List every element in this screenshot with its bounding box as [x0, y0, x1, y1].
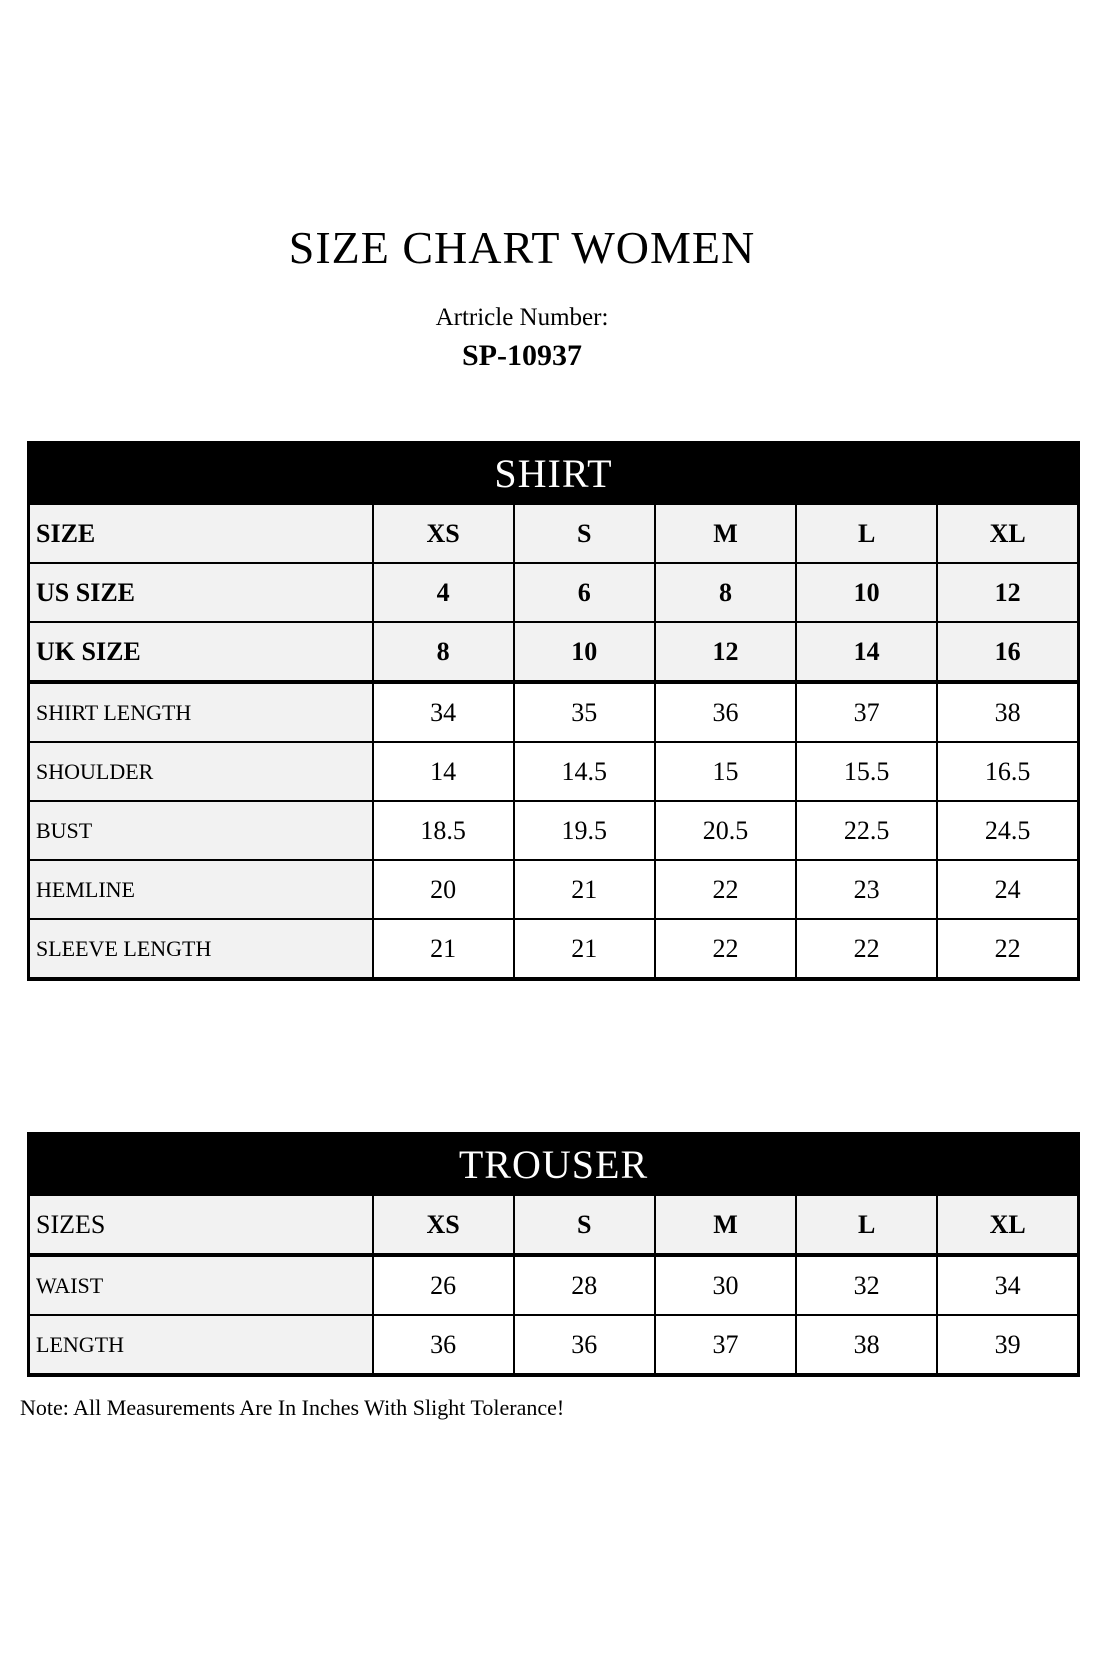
cell-value: 35	[514, 682, 655, 742]
cell-value: L	[796, 504, 937, 563]
cell-value: 21	[514, 860, 655, 919]
table-row	[29, 1255, 1079, 1315]
cell-value: 38	[796, 1315, 937, 1375]
row-label: SLEEVE LENGTH	[29, 919, 373, 979]
cell-value: 15	[655, 742, 796, 801]
cell-value: 4	[373, 563, 514, 622]
cell-value: M	[655, 1195, 796, 1255]
cell-value: 22.5	[796, 801, 937, 860]
document-header	[27, 224, 1017, 372]
article-number-value: SP-10937	[462, 339, 582, 372]
cell-value: L	[796, 1195, 937, 1255]
cell-value: 39	[937, 1315, 1078, 1375]
cell-value: 12	[937, 563, 1078, 622]
cell-value: 14.5	[514, 742, 655, 801]
cell-value: 28	[514, 1255, 655, 1315]
shirt-size-table	[27, 441, 1080, 981]
cell-value: 21	[373, 919, 514, 979]
cell-value: 8	[373, 622, 514, 682]
cell-value: 22	[655, 860, 796, 919]
cell-value: 21	[514, 919, 655, 979]
cell-value: 37	[655, 1315, 796, 1375]
cell-value: 14	[373, 742, 514, 801]
cell-value: 36	[373, 1315, 514, 1375]
article-number-label: Artricle Number:	[435, 304, 609, 331]
cell-value: 26	[373, 1255, 514, 1315]
cell-value: 24.5	[937, 801, 1078, 860]
cell-value: 36	[514, 1315, 655, 1375]
row-label: LENGTH	[29, 1315, 373, 1375]
cell-value: 34	[937, 1255, 1078, 1315]
cell-value: 6	[514, 563, 655, 622]
row-label: BUST	[29, 801, 373, 860]
cell-value: 38	[937, 682, 1078, 742]
table-row	[29, 443, 1079, 505]
table-row	[29, 860, 1079, 919]
cell-value: 14	[796, 622, 937, 682]
cell-value: 22	[655, 919, 796, 979]
table-row	[29, 742, 1079, 801]
row-label: SHIRT LENGTH	[29, 682, 373, 742]
row-label: US SIZE	[29, 563, 373, 622]
cell-value: 8	[655, 563, 796, 622]
cell-value: 20.5	[655, 801, 796, 860]
cell-value: 20	[373, 860, 514, 919]
shirt-table-title: SHIRT	[29, 443, 1079, 505]
table-row	[29, 1315, 1079, 1375]
table-row	[29, 622, 1079, 682]
cell-value: 10	[796, 563, 937, 622]
trouser-table-title: TROUSER	[29, 1134, 1079, 1196]
row-label: SIZE	[29, 504, 373, 563]
row-label: SIZES	[29, 1195, 373, 1255]
table-row	[29, 563, 1079, 622]
cell-value: 19.5	[514, 801, 655, 860]
cell-value: XS	[373, 1195, 514, 1255]
cell-value: 10	[514, 622, 655, 682]
cell-value: S	[514, 1195, 655, 1255]
cell-value: 34	[373, 682, 514, 742]
row-label: SHOULDER	[29, 742, 373, 801]
cell-value: 37	[796, 682, 937, 742]
row-label: UK SIZE	[29, 622, 373, 682]
table-row	[29, 682, 1079, 742]
table-row	[29, 504, 1079, 563]
cell-value: 15.5	[796, 742, 937, 801]
cell-value: M	[655, 504, 796, 563]
table-row	[29, 1195, 1079, 1255]
cell-value: XL	[937, 1195, 1078, 1255]
cell-value: 22	[796, 919, 937, 979]
trouser-size-table	[27, 1132, 1080, 1377]
table-row	[29, 1134, 1079, 1196]
cell-value: 30	[655, 1255, 796, 1315]
cell-value: XS	[373, 504, 514, 563]
cell-value: 24	[937, 860, 1078, 919]
cell-value: 16.5	[937, 742, 1078, 801]
page-title: SIZE CHART WOMEN	[288, 222, 756, 273]
table-row	[29, 801, 1079, 860]
row-label: WAIST	[29, 1255, 373, 1315]
row-label: HEMLINE	[29, 860, 373, 919]
cell-value: 12	[655, 622, 796, 682]
cell-value: S	[514, 504, 655, 563]
cell-value: 22	[937, 919, 1078, 979]
cell-value: 36	[655, 682, 796, 742]
table-row	[29, 919, 1079, 979]
cell-value: 16	[937, 622, 1078, 682]
cell-value: 23	[796, 860, 937, 919]
cell-value: 32	[796, 1255, 937, 1315]
cell-value: 18.5	[373, 801, 514, 860]
cell-value: XL	[937, 504, 1078, 563]
measurement-note: Note: All Measurements Are In Inches With Slight Tolerance!	[20, 1395, 565, 1420]
